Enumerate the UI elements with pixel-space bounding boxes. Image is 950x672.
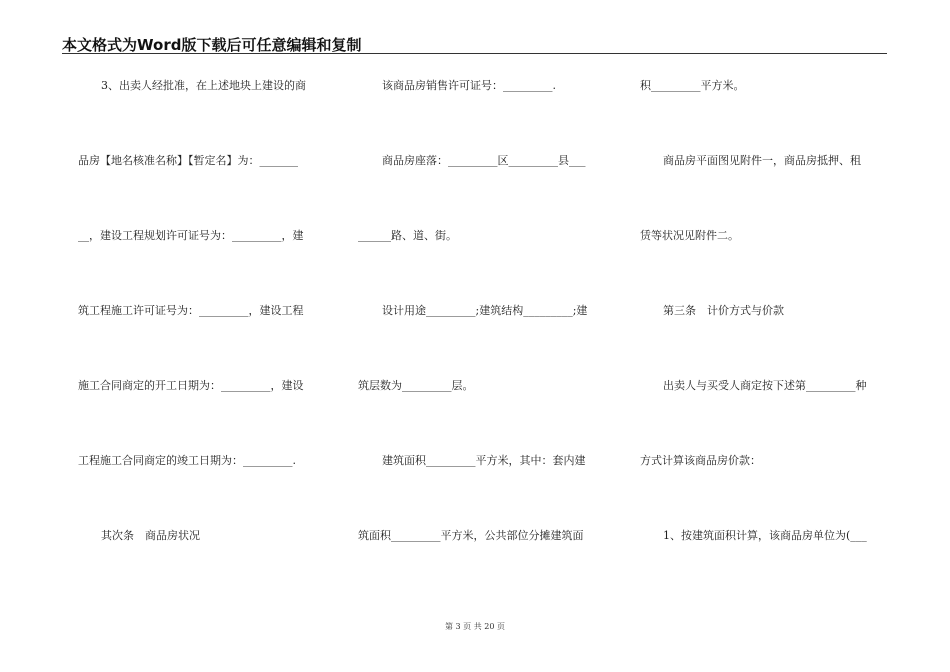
- paragraph-line: 1、按建筑面积计算，该商品房单位为(___: [663, 529, 867, 542]
- paragraph-line: 品房【地名核准名称】【暂定名】为：_______: [78, 154, 298, 167]
- paragraph-line: 积_________平方米。: [640, 79, 745, 92]
- header-divider: [62, 53, 887, 54]
- section-heading: 其次条 商品房状况: [101, 529, 200, 542]
- paragraph-line: 筑面积_________平方米，公共部位分摊建筑面: [358, 529, 584, 542]
- paragraph-line: 商品房平面图见附件一，商品房抵押、租: [663, 154, 861, 167]
- section-heading: 第三条 计价方式与价款: [663, 304, 784, 317]
- paragraph-line: ______路、道、街。: [358, 229, 457, 242]
- paragraph-line: 方式计算该商品房价款：: [640, 454, 761, 467]
- paragraph-line: 设计用途_________;建筑结构_________;建: [382, 304, 588, 317]
- page-number-footer: 第 3 页 共 20 页: [445, 622, 505, 631]
- paragraph-line: 建筑面积_________平方米，其中：套内建: [382, 454, 586, 467]
- paragraph-line: 施工合同商定的开工日期为：_________，建设: [78, 379, 304, 392]
- paragraph-line: __，建设工程规划许可证号为：_________，建: [78, 229, 304, 242]
- paragraph-line: 赁等状况见附件二。: [640, 229, 739, 242]
- paragraph-line: 出卖人与买受人商定按下述第_________种: [663, 379, 867, 392]
- paragraph-line: 筑层数为_________层。: [358, 379, 474, 392]
- paragraph-line: 3、出卖人经批准，在上述地块上建设的商: [101, 79, 306, 92]
- paragraph-line: 该商品房销售许可证号：_________.: [382, 79, 556, 92]
- paragraph-line: 商品房座落：_________区_________县___: [382, 154, 586, 167]
- paragraph-line: 筑工程施工许可证号为：_________，建设工程: [78, 304, 304, 317]
- paragraph-line: 工程施工合同商定的竣工日期为：_________.: [78, 454, 296, 467]
- document-header-title: 本文格式为Word版下载后可任意编辑和复制: [62, 36, 362, 54]
